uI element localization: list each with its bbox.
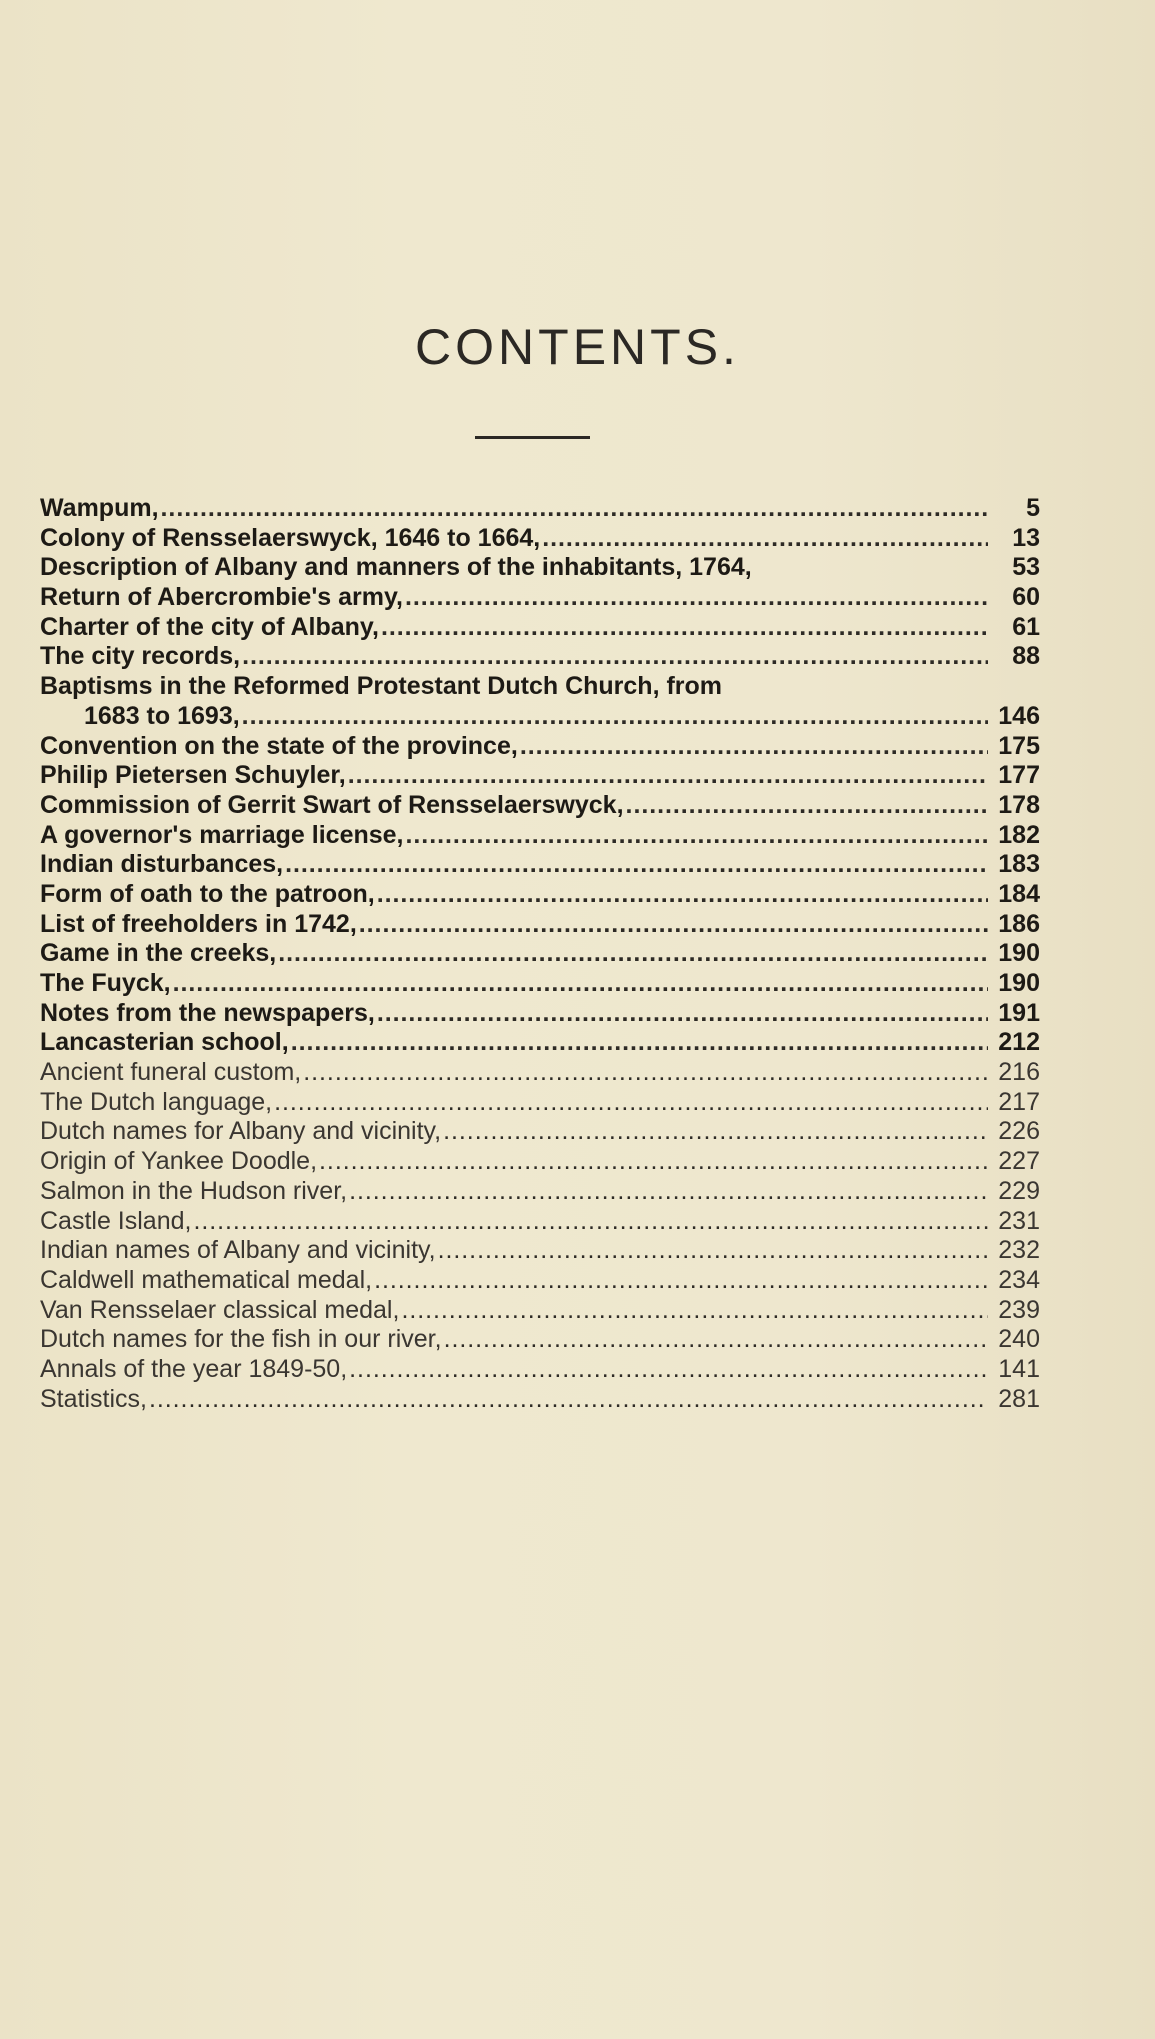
dot-leader <box>381 613 988 643</box>
dot-leader <box>173 969 988 999</box>
toc-entry-page-number: 226 <box>998 1117 1040 1146</box>
toc-entry <box>40 1028 1040 1058</box>
toc-entry-page-number: 231 <box>998 1206 1040 1235</box>
dot-leader <box>349 1355 988 1385</box>
toc-entry <box>40 1117 1040 1147</box>
dot-leader <box>291 1028 988 1058</box>
toc-entry <box>40 1325 1040 1355</box>
toc-entry-page-number: 191 <box>998 998 1040 1027</box>
toc-entry-page-number: 240 <box>998 1325 1040 1354</box>
toc-entry-title: Castle Island, <box>40 1206 192 1235</box>
toc-entry-page-number: 190 <box>998 969 1040 997</box>
toc-entry <box>40 1147 1040 1177</box>
dot-leader <box>377 999 988 1029</box>
dot-leader <box>401 1296 988 1326</box>
toc-entry-page-number: 227 <box>998 1147 1040 1176</box>
toc-entry <box>40 850 1040 880</box>
dot-leader <box>348 761 988 791</box>
toc-entry <box>40 1236 1040 1266</box>
toc-entry <box>40 732 1040 762</box>
toc-entry-title: The Fuyck, <box>40 969 171 997</box>
toc-entry <box>40 642 1040 672</box>
toc-entry-title: Statistics, <box>40 1384 147 1413</box>
toc-entry <box>40 1355 1040 1385</box>
toc-entry-page-number: 184 <box>998 879 1040 908</box>
dot-leader <box>443 1117 988 1147</box>
toc-entry <box>40 494 1040 524</box>
toc-entry-title: Charter of the city of Albany, <box>40 612 379 641</box>
dot-leader <box>149 1385 988 1415</box>
toc-entry-page-number: 141 <box>998 1354 1040 1383</box>
dot-leader <box>242 642 988 672</box>
toc-entry <box>40 613 1040 643</box>
toc-entry-page-number: 212 <box>998 1028 1040 1057</box>
toc-entry <box>40 524 1040 554</box>
toc-entry <box>40 791 1040 821</box>
toc-entry-page-number: 229 <box>998 1176 1040 1205</box>
dot-leader <box>161 494 988 524</box>
dot-leader <box>377 880 988 910</box>
dot-leader <box>303 1058 988 1088</box>
toc-entry-title: Van Rensselaer classical medal, <box>40 1295 400 1324</box>
table-of-contents <box>40 494 1040 1414</box>
toc-entry-page-number: 53 <box>1012 553 1040 582</box>
toc-entry-title: Ancient funeral custom, <box>40 1058 302 1087</box>
toc-entry-title: Description of Albany and manners of the inhabitants, 1764, <box>40 553 752 582</box>
dot-leader <box>193 1207 988 1237</box>
toc-entry <box>40 910 1040 940</box>
toc-entry-title: Convention on the state of the province, <box>40 731 518 760</box>
toc-entry-title: Baptisms in the Reformed Protestant Dutch Church, from <box>40 672 723 701</box>
toc-entry <box>40 702 1040 732</box>
toc-entry-page-number: 5 <box>1026 494 1040 522</box>
toc-entry-title: The city records, <box>40 642 241 671</box>
toc-entry <box>40 821 1040 851</box>
toc-entry <box>40 1177 1040 1207</box>
dot-leader <box>242 702 988 732</box>
toc-entry-title: 1683 to 1693, <box>84 701 240 730</box>
dot-leader <box>374 1266 988 1296</box>
dot-leader <box>626 791 988 821</box>
dot-leader <box>542 524 988 554</box>
toc-entry <box>40 672 1040 702</box>
toc-entry-page-number: 217 <box>998 1087 1040 1116</box>
toc-entry <box>40 969 1040 999</box>
toc-entry-title: Dutch names for Albany and vicinity, <box>40 1117 442 1146</box>
toc-entry <box>40 583 1040 613</box>
dot-leader <box>444 1325 988 1355</box>
toc-entry <box>40 1385 1040 1415</box>
dot-leader <box>349 1177 988 1207</box>
toc-entry-title: List of freeholders in 1742, <box>40 909 357 938</box>
toc-entry <box>40 1058 1040 1088</box>
toc-entry-title: Annals of the year 1849-50, <box>40 1354 348 1383</box>
dot-leader <box>359 910 988 940</box>
toc-entry-page-number: 146 <box>998 701 1040 730</box>
toc-entry-title: Indian names of Albany and vicinity, <box>40 1236 436 1265</box>
dot-leader <box>406 821 988 851</box>
toc-entry-page-number: 178 <box>998 790 1040 819</box>
toc-entry-page-number: 177 <box>998 761 1040 790</box>
toc-entry <box>40 999 1040 1029</box>
dot-leader <box>319 1147 988 1177</box>
toc-entry-title: The Dutch language, <box>40 1087 273 1116</box>
toc-entry-title: Form of oath to the patroon, <box>40 879 375 908</box>
toc-entry <box>40 1266 1040 1296</box>
toc-entry-page-number: 281 <box>998 1384 1040 1413</box>
toc-entry-page-number: 182 <box>998 820 1040 849</box>
dot-leader <box>278 939 988 969</box>
toc-entry-title: Colony of Rensselaerswyck, 1646 to 1664, <box>40 523 541 552</box>
toc-entry <box>40 939 1040 969</box>
dot-leader <box>520 732 988 762</box>
toc-entry-title: Notes from the newspapers, <box>40 998 375 1027</box>
toc-entry <box>40 1088 1040 1118</box>
toc-entry-page-number: 190 <box>998 939 1040 968</box>
toc-entry <box>40 553 1040 583</box>
toc-entry-page-number: 175 <box>998 731 1040 760</box>
toc-entry-title: Indian disturbances, <box>40 850 284 879</box>
dot-leader <box>285 850 988 880</box>
toc-entry <box>40 1296 1040 1326</box>
toc-entry-title: Salmon in the Hudson river, <box>40 1176 348 1205</box>
toc-entry-page-number: 183 <box>998 850 1040 879</box>
toc-entry-page-number: 60 <box>1012 583 1040 612</box>
title-rule-divider <box>475 436 590 439</box>
toc-entry-page-number: 88 <box>1012 642 1040 671</box>
toc-entry-title: Philip Pietersen Schuyler, <box>40 761 346 790</box>
toc-entry-title: Dutch names for the fish in our river, <box>40 1325 442 1354</box>
toc-entry-page-number: 234 <box>998 1265 1040 1294</box>
toc-entry-title: A governor's marriage license, <box>40 820 404 849</box>
dot-leader <box>274 1088 988 1118</box>
toc-entry-title: Commission of Gerrit Swart of Rensselaerswyck, <box>40 790 624 819</box>
toc-entry-page-number: 61 <box>1012 612 1040 641</box>
toc-entry-page-number: 13 <box>1012 523 1040 552</box>
toc-entry <box>40 761 1040 791</box>
toc-entry-title: Origin of Yankee Doodle, <box>40 1147 318 1176</box>
dot-leader <box>405 583 988 613</box>
page-title: CONTENTS. <box>415 319 740 375</box>
dot-leader <box>438 1236 988 1266</box>
toc-entry-title: Wampum, <box>40 494 159 522</box>
toc-entry <box>40 1207 1040 1237</box>
toc-entry-page-number: 239 <box>998 1295 1040 1324</box>
toc-entry-title: Game in the creeks, <box>40 939 277 968</box>
toc-entry <box>40 880 1040 910</box>
toc-entry-title: Lancasterian school, <box>40 1028 289 1057</box>
toc-entry-page-number: 232 <box>998 1236 1040 1265</box>
toc-entry-title: Caldwell mathematical medal, <box>40 1265 373 1294</box>
toc-entry-page-number: 216 <box>998 1058 1040 1087</box>
toc-entry-page-number: 186 <box>998 909 1040 938</box>
toc-entry-title: Return of Abercrombie's army, <box>40 583 403 612</box>
